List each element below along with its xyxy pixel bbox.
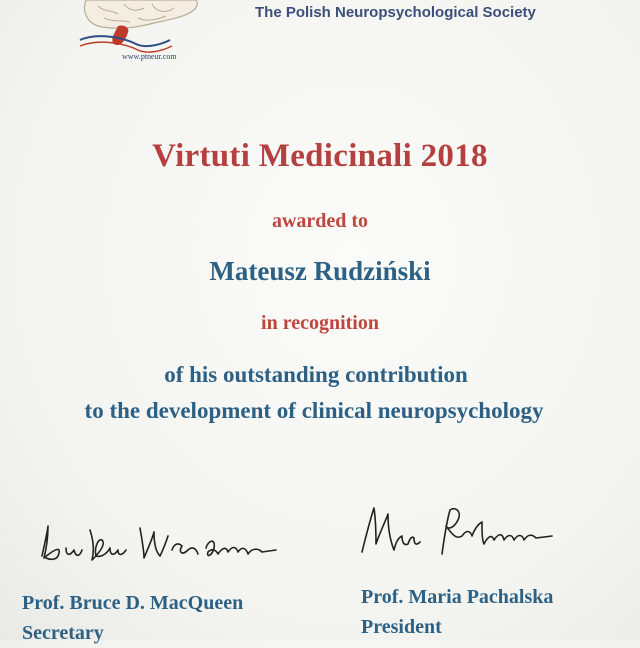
signature-president [358, 500, 558, 560]
president-role: President [361, 616, 442, 638]
society-name: The Polish Neuropsychological Society [255, 4, 536, 21]
signature-secretary [36, 518, 286, 568]
in-recognition-text: in recognition [261, 312, 379, 334]
logo-url: www.ptneur.com [122, 52, 177, 61]
secretary-role: Secretary [22, 622, 104, 644]
signatory-secretary [22, 588, 243, 648]
awarded-to-text: awarded to [271, 210, 369, 232]
secretary-name: Prof. Bruce D. MacQueen [22, 592, 244, 614]
description-line-1: of his outstanding contribution [164, 362, 468, 387]
signatory-president [361, 582, 553, 642]
award-title: Virtuti Medicinali 2018 [152, 138, 488, 174]
president-name: Prof. Maria Pachalska [361, 586, 554, 608]
society-logo [74, 0, 224, 66]
description-line-2: to the development of clinical neuropsychology [84, 398, 544, 423]
recipient-name: Mateusz Rudziński [209, 256, 431, 286]
